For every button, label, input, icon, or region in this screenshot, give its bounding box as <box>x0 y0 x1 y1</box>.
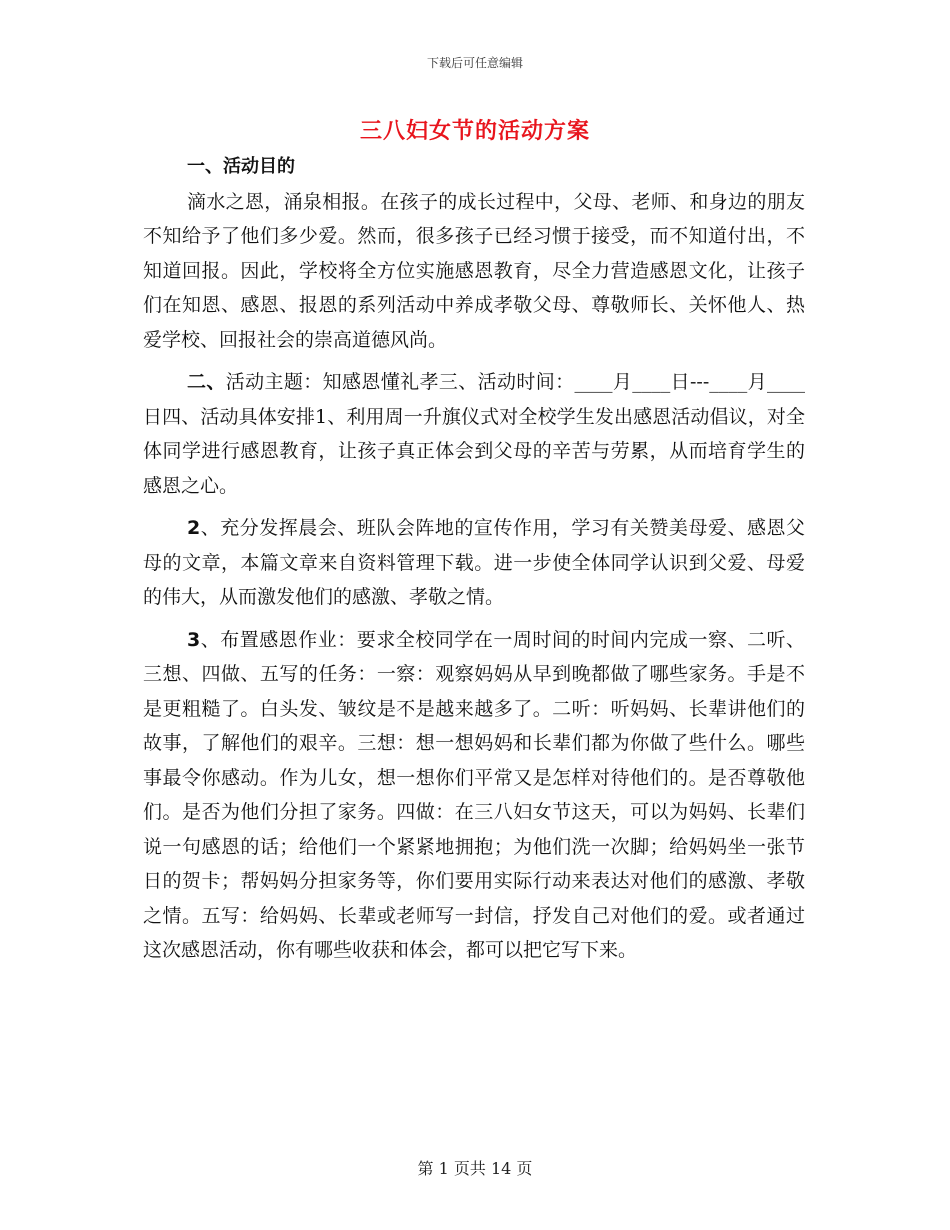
item-number-2: 2 <box>187 517 201 539</box>
page-number: 第 1 页共 14 页 <box>417 1159 533 1178</box>
section-heading-purpose: 一、活动目的 <box>187 156 295 177</box>
document-body <box>143 150 805 968</box>
document-title: 三八妇女节的活动方案 <box>359 118 590 144</box>
paragraph-purpose: 滴水之恩，涌泉相报。在孩子的成长过程中，父母、老师、和身边的朋友不知给予了他们多少爱。然而，很多孩子已经习惯于接受，而不知道付出，不知道回报。因此，学校将全方位实施感恩教育，尽全力营造感恩文化，让孩子们在知恩、感恩、报恩的系列活动中养成孝敬父母、尊敬师长、关怀他人、热爱学校、回报社会的崇高道德风尚。 <box>143 190 805 351</box>
item-3-text: 、布置感恩作业：要求全校同学在一周时间的时间内完成一察、二听、三想、四做、五写的任务：一察：观察妈妈从早到晚都做了哪些家务。手是不是更粗糙了。白头发、皱纹是不是越来越多了。二听：听妈妈、长辈讲他们的故事，了解他们的艰辛。三想：想一想妈妈和长辈们都为你做了些什么。哪些事最令你感动。作为儿女，想一想你们平常又是怎样对待他们的。是否尊敬他们。是否为他们分担了家务。四做：在三八妇女节这天，可以为妈妈、长辈们说一句感恩的话；给他们一个紧紧地拥抱；为他们洗一次脚；给妈妈坐一张节日的贺卡；帮妈妈分担家务等，你们要用实际行动来表达对他们的感激、孝敬之情。五写：给妈妈、长辈或老师写一封信，抒发自己对他们的爱。或者通过这次感恩活动，你有哪些收获和体会，都可以把它写下来。 <box>143 628 805 961</box>
section-label-theme: 二、 <box>187 371 226 393</box>
paragraph-theme-text: 活动主题：知感恩懂礼孝三、活动时间：____月____日---____月____日四、活动具体安排1、利用周一升旗仪式对全校学生发出感恩活动倡议，对全体同学进行感恩教育，让孩子真正体会到父母的辛苦与劳累，从而培育学生的感恩之心。 <box>143 371 805 497</box>
item-2-text: 、充分发挥晨会、班队会阵地的宣传作用，学习有关赞美母爱、感恩父母的文章，本篇文章来自资料管理下载。进一步使全体同学认识到父爱、母爱的伟大，从而激发他们的感激、孝敬之情。 <box>143 517 805 608</box>
item-number-3: 3 <box>187 628 201 651</box>
paragraph-item-2 <box>143 511 805 615</box>
paragraph-theme-schedule <box>143 365 805 503</box>
header-note: 下载后可任意编辑 <box>426 56 523 70</box>
paragraph-item-3 <box>143 623 805 968</box>
